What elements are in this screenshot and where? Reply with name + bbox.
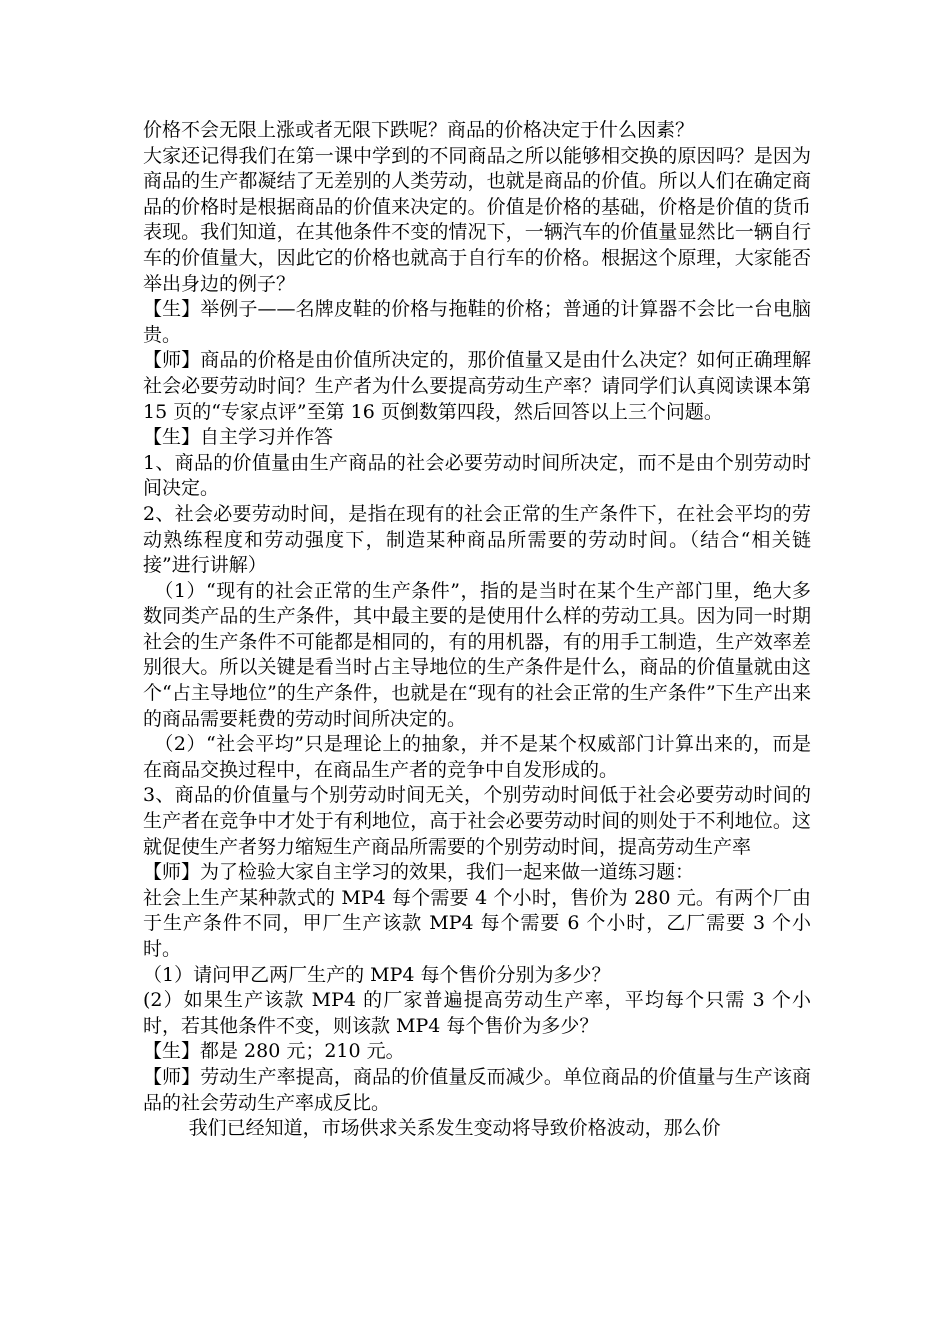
paragraph-7: 2、社会必要劳动时间，是指在现有的社会正常的生产条件下，在社会平均的劳动熟练程度和劳动强度下，制造某种商品所需要的劳动时间。（结合“相关链接”进行讲解）	[143, 502, 811, 577]
paragraph-16: 【师】劳动生产率提高，商品的价值量反而减少。单位商品的价值量与生产该商品的社会劳动生产率成反比。	[143, 1065, 811, 1114]
paragraph-2: 大家还记得我们在第一课中学到的不同商品之所以能够相交换的原因吗？是因为商品的生产都凝结了无差别的人类劳动，也就是商品的价值。所以人们在确定商品的价格时是根据商品的价值来决定的。价值是价格的基础，价格是价值的货币表现。我们知道，在其他条件不变的情况下，一辆汽车的价值量显然比一辆自行车的价值量大，因此它的价格也就高于自行车的价格。根据这个原理，大家能否举出身边的例子？	[143, 144, 811, 295]
paragraph-4: 【师】商品的价格是由价值所决定的，那价值量又是由什么决定？如何正确理解社会必要劳动时间？生产者为什么要提高劳动生产率？请同学们认真阅读课本第 15 页的“专家点评”至第 16 页倒数第四段，然后回答以上三个问题。	[143, 349, 811, 423]
paragraph-3: 【生】举例子——名牌皮鞋的价格与拖鞋的价格；普通的计算器不会比一台电脑贵。	[143, 298, 811, 346]
paragraph-5: 【生】自主学习并作答	[143, 426, 334, 449]
paragraph-12: 社会上生产某种款式的 MP4 每个需要 4 个小时，售价为 280 元。有两个厂由于生产条件不同，甲厂生产该款 MP4 每个需要 6 个小时，乙厂需要 3 个小时。	[143, 886, 811, 960]
paragraph-15: 【生】都是 280 元；210 元。	[143, 1040, 405, 1063]
paragraph-1: 价格不会无限上涨或者无限下跌呢？商品的价格决定于什么因素？	[143, 119, 695, 141]
paragraph-6: 1、商品的价值量由生产商品的社会必要劳动时间所决定，而不是由个别劳动时间决定。	[143, 451, 811, 500]
paragraph-11: 【师】为了检验大家自主学习的效果，我们一起来做一道练习题：	[143, 861, 695, 884]
paragraph-9: （2）“社会平均”只是理论上的抽象，并不是某个权威部门计算出来的，而是在商品交换过程中，在商品生产者的竞争中自发形成的。	[143, 733, 811, 781]
paragraph-17: 我们已经知道，市场供求关系发生变动将导致价格波动，那么价	[188, 1117, 721, 1140]
paragraph-14: (2）如果生产该款 MP4 的厂家普遍提高劳动生产率，平均每个只需 3 个小时，若其他条件不变，则该款 MP4 每个售价为多少？	[143, 989, 811, 1037]
paragraph-10: 3、商品的价值量与个别劳动时间无关，个别劳动时间低于社会必要劳动时间的生产者在竞争中才处于有利地位，高于社会必要劳动时间的则处于不利地位。这就促使生产者努力缩短生产商品所需要的个别劳动时间，提高劳动生产率	[143, 784, 811, 858]
paragraph-13: （1）请问甲乙两厂生产的 MP4 每个售价分别为多少？	[143, 963, 611, 986]
document-page	[143, 118, 811, 1142]
paragraph-8: （1）“现有的社会正常的生产条件”，指的是当时在某个生产部门里，绝大多数同类产品的生产条件，其中最主要的是使用什么样的劳动工具。因为同一时期社会的生产条件不可能都是相同的，有的用机器，有的用手工制造，生产效率差别很大。所以关键是看当时占主导地位的生产条件是什么，商品的价值量就由这个“占主导地位”的生产条件，也就是在“现有的社会正常的生产条件”下生产出来的商品需要耗费的劳动时间所决定的。	[143, 579, 811, 730]
